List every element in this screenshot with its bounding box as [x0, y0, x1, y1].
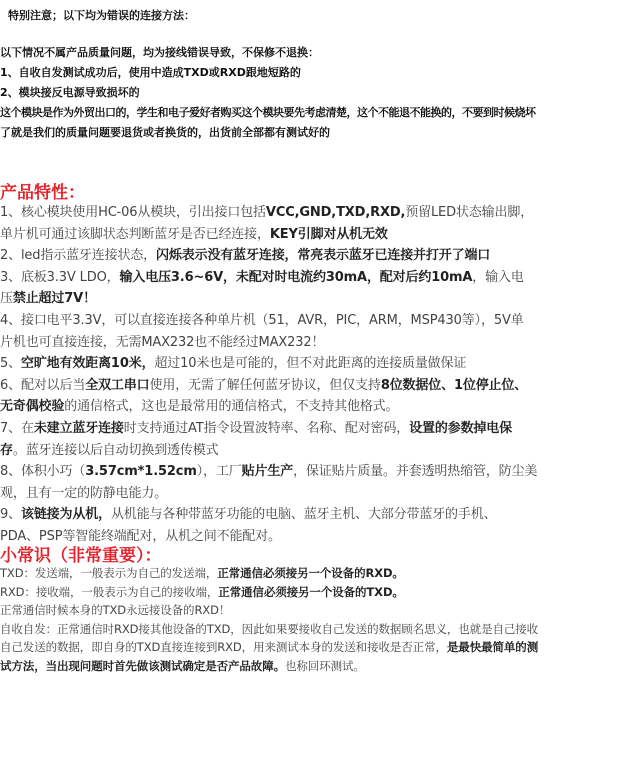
- feature-line: [0, 332, 620, 354]
- bold-text: 全双工串口: [85, 377, 150, 393]
- text-segment: 使用，无需了解任何蓝牙协议，但仅支持: [149, 377, 381, 393]
- tip-line: [0, 583, 620, 602]
- text-segment: 预留LED状态输出脚，: [405, 205, 534, 220]
- bold-text: 该链接为从机，: [20, 507, 111, 523]
- feature-line: [0, 504, 620, 526]
- text-segment: 的通信格式，这也是最常用的通信格式，不支持其他格式。: [64, 399, 399, 415]
- text-segment: TXD：发送端，一般表示为自己的发送端，: [0, 566, 218, 580]
- bold-text: KEY引脚对从机无效: [269, 226, 388, 242]
- feature-line: [0, 461, 620, 483]
- notice-intro: 以下情况不属产品质量问题，均为接线错误导致，不保修不退换：: [0, 46, 319, 59]
- text-segment: RXD：接收端，一般表示为自己的接收端，: [0, 584, 219, 599]
- bold-text: 输入电压3.6~6V，未配对时电流约30mA，配对后约10mA: [119, 269, 473, 285]
- features-heading: 产品特性：: [0, 183, 85, 203]
- text-segment: 4、接口电平3.3V，可以直接连接各种单片机（51，AVR，PIC，ARM，MSP430等），5V单: [0, 313, 524, 328]
- bold-text: 设置的参数掉电保: [409, 421, 512, 436]
- text-segment: 自己发送的数据，即自身的TXD直接连接到RXD，用来测试本身的发送和接收是否正常，: [0, 640, 447, 654]
- text-segment: PDA、PSP等智能终端配对，从机之间不能配对。: [0, 529, 281, 544]
- feature-line: [0, 202, 620, 224]
- text-segment: 片机也可直接连接，无需MAX232也不能经过MAX232！: [0, 334, 325, 350]
- feature-line: [0, 310, 620, 332]
- text-segment: 从机能与各种带蓝牙功能的电脑、蓝牙主机、大部分带蓝牙的手机、: [110, 507, 497, 523]
- bold-text: 无奇偶校验: [0, 399, 65, 415]
- notice-warning-line: 了就是我们的质量问题要退货或者换货的，出货前全部都有测试好的: [0, 126, 330, 139]
- text-segment: ，输入电: [472, 269, 524, 285]
- feature-line: [0, 483, 620, 505]
- tip-line: [0, 638, 620, 657]
- notice-title: 特别注意；以下均为错误的连接方法：: [8, 9, 195, 22]
- bold-text: 未建立蓝牙连接: [33, 421, 124, 436]
- text-segment: 时支持通过AT指令设置波特率、名称、配对密码，: [123, 421, 410, 436]
- bold-text: VCC,GND,TXD,RXD,: [265, 205, 406, 220]
- feature-line: [0, 224, 620, 246]
- feature-line: [0, 418, 620, 440]
- bold-text: 是最快最简单的测: [446, 640, 539, 654]
- bold-text: 存: [0, 442, 13, 458]
- text-segment: 自收自发：正常通信时RXD接其他设备的TXD，因此如果要接收自己发送的数据顾名思义，也就是自己接收: [0, 621, 539, 636]
- text-segment: 压: [0, 291, 13, 307]
- text-segment: 也称回环测试。: [285, 658, 365, 673]
- text-segment: 6、配对以后当: [0, 377, 86, 393]
- tip-line: [0, 657, 620, 676]
- tip-line: [0, 601, 620, 620]
- notice-item: 2、模块接反电源导致损坏的: [0, 86, 140, 99]
- text-segment: ，保证贴片质量。并套透明热缩管，防尘美: [293, 464, 538, 480]
- bold-text: 正常通信必须接另一个设备的TXD。: [218, 584, 404, 599]
- bold-text: 空旷地有效距离10米，: [20, 356, 155, 372]
- notice-item: 1、自收自发测试成功后，使用中造成TXD或RXD跟地短路的: [0, 66, 301, 79]
- text-segment: 3、底板3.3V LDO，: [0, 269, 120, 285]
- text-segment: 5、: [0, 356, 21, 372]
- text-segment: 观，且有一定的防静电能力。: [0, 485, 168, 501]
- bold-text: 试方法，当出现问题时首先做该测试确定是否产品故障。: [0, 658, 285, 673]
- feature-line: [0, 375, 620, 397]
- feature-line: [0, 440, 620, 462]
- text-segment: 9、: [0, 507, 21, 523]
- feature-line: [0, 267, 620, 289]
- feature-line: [0, 396, 620, 418]
- text-segment: ），工厂: [196, 464, 242, 480]
- bold-text: 3.57cm*1.52cm: [85, 464, 197, 480]
- feature-line: [0, 288, 620, 310]
- bold-text: 闪烁表示没有蓝牙连接，常亮表示蓝牙已连接并打开了端口: [156, 248, 491, 264]
- tip-line: [0, 564, 620, 583]
- tip-line: [0, 620, 620, 639]
- text-segment: 1、核心模块使用HC-06从模块，引出接口包括: [0, 205, 266, 220]
- bold-text: 8位数据位、1位停止位、: [380, 377, 528, 393]
- text-segment: 7、在: [0, 421, 34, 436]
- feature-line: [0, 245, 620, 267]
- text-segment: 正常通信时候本身的TXD永远接设备的RXD！: [0, 603, 231, 617]
- text-segment: 。蓝牙连接以后自动切换到透传模式: [12, 442, 219, 458]
- text-segment: 单片机可通过该脚状态判断蓝牙是否已经连接，: [0, 226, 270, 242]
- feature-line: [0, 353, 620, 375]
- tips-heading: 小常识（非常重要）：: [0, 546, 162, 566]
- bold-text: 贴片生产: [241, 464, 294, 480]
- bold-text: 正常通信必须接另一个设备的RXD。: [217, 566, 404, 580]
- notice-warning-line: 这个模块是作为外贸出口的，学生和电子爱好者购买这个模块要先考虑清楚，这个不能退不能换的，不要到时候烧坏: [0, 106, 536, 119]
- text-segment: 超过10米也是可能的，但不对此距离的连接质量做保证: [154, 356, 467, 372]
- bold-text: 禁止超过7V！: [12, 291, 96, 307]
- text-segment: 2、led指示蓝牙连接状态，: [0, 248, 157, 264]
- text-segment: 8、体积小巧（: [0, 464, 86, 480]
